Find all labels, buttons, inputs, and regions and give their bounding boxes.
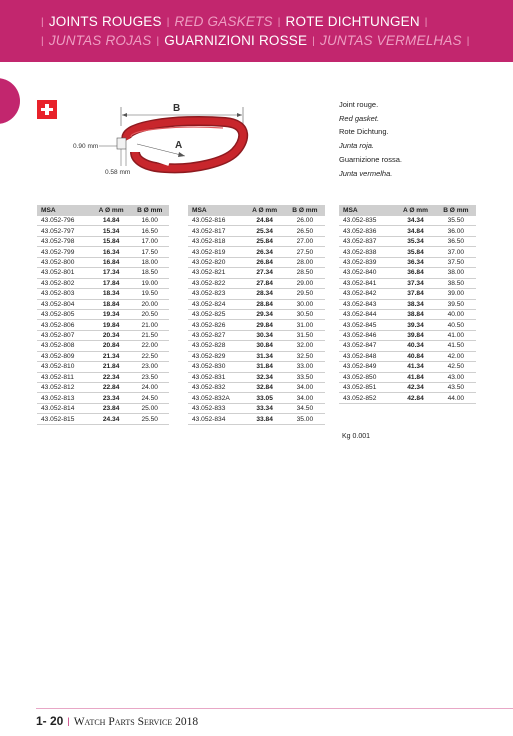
b-diameter: 20.00 xyxy=(130,299,169,309)
desc-es: Junta roja. xyxy=(339,141,375,151)
part-number: 43.052-816 xyxy=(188,216,245,226)
part-number: 43.052-807 xyxy=(37,330,92,340)
table-row xyxy=(339,351,476,361)
table-row xyxy=(339,393,476,403)
table-row xyxy=(37,320,169,330)
a-diameter: 22.34 xyxy=(92,372,131,382)
table-row xyxy=(188,362,325,372)
b-diameter: 31.50 xyxy=(285,330,325,340)
table-row xyxy=(188,257,325,267)
b-diameter: 22.00 xyxy=(130,341,169,351)
table-row xyxy=(188,403,325,413)
part-number: 43.052-832A xyxy=(188,393,245,403)
title-es: JUNTAS ROJAS xyxy=(48,33,152,48)
a-diameter: 33.34 xyxy=(245,403,285,413)
a-diameter: 39.34 xyxy=(395,320,435,330)
part-number: 43.052-809 xyxy=(37,351,92,361)
b-diameter: 38.50 xyxy=(436,278,476,288)
b-diameter: 24.00 xyxy=(130,383,169,393)
table-row xyxy=(37,309,169,319)
table-row xyxy=(37,226,169,236)
table-row xyxy=(188,289,325,299)
a-diameter: 32.34 xyxy=(245,372,285,382)
table-row xyxy=(339,309,476,319)
part-number: 43.052-846 xyxy=(339,330,395,340)
header-separator: | xyxy=(312,36,316,47)
part-number: 43.052-800 xyxy=(37,257,92,267)
part-number: 43.052-826 xyxy=(188,320,245,330)
table-row xyxy=(37,403,169,413)
b-diameter: 16.50 xyxy=(130,226,169,236)
table-row xyxy=(188,309,325,319)
col-msa: MSA xyxy=(37,205,92,216)
table-row xyxy=(188,299,325,309)
table-row xyxy=(37,351,169,361)
header-separator: | xyxy=(41,36,44,47)
a-diameter: 28.84 xyxy=(245,299,285,309)
part-number: 43.052-808 xyxy=(37,341,92,351)
dimension-b-label: B xyxy=(173,103,181,114)
table-row xyxy=(188,383,325,393)
title-it: GUARNIZIONI ROSSE xyxy=(164,33,308,48)
table-row xyxy=(339,372,476,382)
a-diameter: 41.34 xyxy=(395,362,435,372)
part-number: 43.052-834 xyxy=(188,414,245,424)
a-diameter: 18.34 xyxy=(92,289,131,299)
part-number: 43.052-852 xyxy=(339,393,395,403)
part-number: 43.052-812 xyxy=(37,383,92,393)
part-number: 43.052-839 xyxy=(339,257,395,267)
a-diameter: 34.34 xyxy=(395,216,435,226)
a-diameter: 35.34 xyxy=(395,236,435,246)
dimension-a-label: A xyxy=(175,140,183,151)
part-number: 43.052-814 xyxy=(37,403,92,413)
b-diameter: 23.50 xyxy=(130,372,169,382)
b-diameter: 37.00 xyxy=(436,247,476,257)
b-diameter: 39.50 xyxy=(436,299,476,309)
part-number: 43.052-848 xyxy=(339,351,395,361)
b-diameter: 29.50 xyxy=(285,289,325,299)
b-diameter: 18.00 xyxy=(130,257,169,267)
b-diameter: 16.00 xyxy=(130,216,169,226)
table-row xyxy=(37,268,169,278)
b-diameter: 24.50 xyxy=(130,393,169,403)
b-diameter: 34.50 xyxy=(285,403,325,413)
weight-label: Kg 0.001 xyxy=(342,433,371,440)
part-number: 43.052-806 xyxy=(37,320,92,330)
part-number: 43.052-828 xyxy=(188,341,245,351)
table-row xyxy=(37,236,169,246)
part-number: 43.052-818 xyxy=(188,236,245,246)
table-row xyxy=(188,268,325,278)
col-a-diameter: A Ø mm xyxy=(245,205,285,216)
table-row xyxy=(188,372,325,382)
table-row xyxy=(339,320,476,330)
a-diameter: 31.84 xyxy=(245,362,285,372)
thickness-label: 0.90 mm xyxy=(73,143,99,150)
a-diameter: 18.84 xyxy=(92,299,131,309)
b-diameter: 17.50 xyxy=(130,247,169,257)
b-diameter: 37.50 xyxy=(436,257,476,267)
b-diameter: 43.00 xyxy=(436,372,476,382)
col-b-diameter: B Ø mm xyxy=(436,205,476,216)
part-number: 43.052-813 xyxy=(37,393,92,403)
a-diameter: 27.84 xyxy=(245,278,285,288)
part-number: 43.052-802 xyxy=(37,278,92,288)
part-number: 43.052-841 xyxy=(339,278,395,288)
desc-it: Guarnizione rossa. xyxy=(339,154,402,164)
b-diameter: 35.50 xyxy=(436,216,476,226)
a-diameter: 29.84 xyxy=(245,320,285,330)
b-diameter: 27.00 xyxy=(285,236,325,246)
b-diameter: 30.50 xyxy=(285,309,325,319)
part-number: 43.052-805 xyxy=(37,309,92,319)
col-a-diameter: A Ø mm xyxy=(92,205,131,216)
table-row xyxy=(339,278,476,288)
part-number: 43.052-820 xyxy=(188,257,245,267)
b-diameter: 27.50 xyxy=(285,247,325,257)
table-row xyxy=(37,372,169,382)
part-number: 43.052-849 xyxy=(339,362,395,372)
part-number: 43.052-840 xyxy=(339,268,395,278)
b-diameter: 28.00 xyxy=(285,257,325,267)
part-number: 43.052-838 xyxy=(339,247,395,257)
table-row xyxy=(339,216,476,226)
b-diameter: 21.00 xyxy=(130,320,169,330)
b-diameter: 31.00 xyxy=(285,320,325,330)
footer-separator: | xyxy=(67,716,70,726)
b-diameter: 25.00 xyxy=(130,403,169,413)
a-diameter: 21.84 xyxy=(92,362,131,372)
desc-fr: Joint rouge. xyxy=(339,100,379,109)
a-diameter: 17.34 xyxy=(92,268,131,278)
title-pt: JUNTAS VERMELHAS xyxy=(320,33,462,48)
col-b-diameter: B Ø mm xyxy=(285,205,325,216)
table-row xyxy=(37,278,169,288)
part-number: 43.052-815 xyxy=(37,414,92,424)
a-diameter: 39.84 xyxy=(395,330,435,340)
a-diameter: 15.84 xyxy=(92,236,131,246)
a-diameter: 17.84 xyxy=(92,278,131,288)
table-row xyxy=(37,330,169,340)
header-line-2 xyxy=(36,33,475,48)
b-diameter: 42.00 xyxy=(436,351,476,361)
table-row xyxy=(37,414,169,424)
table-row xyxy=(188,414,325,424)
b-diameter: 34.00 xyxy=(285,383,325,393)
a-diameter: 16.84 xyxy=(92,257,131,267)
a-diameter: 35.84 xyxy=(395,247,435,257)
part-number: 43.052-832 xyxy=(188,383,245,393)
table-row xyxy=(37,216,169,226)
part-number: 43.052-801 xyxy=(37,268,92,278)
part-number: 43.052-822 xyxy=(188,278,245,288)
table-row xyxy=(339,383,476,393)
a-diameter: 33.05 xyxy=(245,393,285,403)
part-number: 43.052-811 xyxy=(37,372,92,382)
title-fr: JOINTS ROUGES xyxy=(48,14,162,29)
header-separator: | xyxy=(156,36,160,47)
desc-pt: Junta vermelha. xyxy=(339,168,393,178)
part-number: 43.052-829 xyxy=(188,351,245,361)
table-row xyxy=(37,247,169,257)
table-row xyxy=(339,330,476,340)
table-row xyxy=(188,236,325,246)
a-diameter: 38.84 xyxy=(395,309,435,319)
a-diameter: 41.84 xyxy=(395,372,435,382)
a-diameter: 37.34 xyxy=(395,278,435,288)
title-en: RED GASKETS xyxy=(174,14,273,29)
b-diameter: 40.50 xyxy=(436,320,476,330)
table-row xyxy=(339,362,476,372)
part-number: 43.052-825 xyxy=(188,309,245,319)
table-row xyxy=(339,257,476,267)
part-number: 43.052-817 xyxy=(188,226,245,236)
part-number: 43.052-810 xyxy=(37,362,92,372)
desc-en: Red gasket. xyxy=(339,113,380,123)
a-diameter: 14.84 xyxy=(92,216,131,226)
b-diameter: 41.50 xyxy=(436,341,476,351)
part-number: 43.052-798 xyxy=(37,236,92,246)
parts-table-3 xyxy=(339,205,476,404)
part-number: 43.052-830 xyxy=(188,362,245,372)
page-footer xyxy=(36,714,198,728)
b-diameter: 42.50 xyxy=(436,362,476,372)
header-separator: | xyxy=(466,36,470,47)
a-diameter: 28.34 xyxy=(245,289,285,299)
part-number: 43.052-835 xyxy=(339,216,395,226)
header-separator: | xyxy=(41,17,44,28)
catalog-title: Watch Parts Service 2018 xyxy=(73,716,199,728)
b-diameter: 19.00 xyxy=(130,278,169,288)
a-diameter: 21.34 xyxy=(92,351,131,361)
b-diameter: 29.00 xyxy=(285,278,325,288)
height-label: 0.58 mm xyxy=(105,169,131,176)
a-diameter: 19.34 xyxy=(92,309,131,319)
a-diameter: 37.84 xyxy=(395,289,435,299)
table-row xyxy=(188,393,325,403)
table-row xyxy=(37,393,169,403)
table-row xyxy=(188,278,325,288)
col-msa: MSA xyxy=(339,205,395,216)
part-number: 43.052-823 xyxy=(188,289,245,299)
table-row xyxy=(339,299,476,309)
header-separator: | xyxy=(424,17,428,28)
part-number: 43.052-844 xyxy=(339,309,395,319)
a-diameter: 26.84 xyxy=(245,257,285,267)
footer-divider xyxy=(36,708,513,709)
b-diameter: 38.00 xyxy=(436,268,476,278)
part-number: 43.052-850 xyxy=(339,372,395,382)
table-row xyxy=(188,216,325,226)
a-diameter: 32.84 xyxy=(245,383,285,393)
b-diameter: 32.50 xyxy=(285,351,325,361)
product-description xyxy=(339,98,402,180)
swiss-flag-icon xyxy=(37,100,57,119)
parts-table-2 xyxy=(188,205,325,425)
gasket-diagram xyxy=(65,100,265,185)
a-diameter: 22.84 xyxy=(92,383,131,393)
b-diameter: 26.00 xyxy=(285,216,325,226)
a-diameter: 38.34 xyxy=(395,299,435,309)
table-row xyxy=(188,226,325,236)
table-row xyxy=(188,351,325,361)
part-number: 43.052-796 xyxy=(37,216,92,226)
a-diameter: 20.84 xyxy=(92,341,131,351)
table-row xyxy=(37,257,169,267)
table-row xyxy=(37,341,169,351)
b-diameter: 36.00 xyxy=(436,226,476,236)
b-diameter: 41.00 xyxy=(436,330,476,340)
part-number: 43.052-821 xyxy=(188,268,245,278)
part-number: 43.052-843 xyxy=(339,299,395,309)
b-diameter: 22.50 xyxy=(130,351,169,361)
table-row xyxy=(37,362,169,372)
b-diameter: 35.00 xyxy=(285,414,325,424)
a-diameter: 36.84 xyxy=(395,268,435,278)
b-diameter: 33.50 xyxy=(285,372,325,382)
a-diameter: 15.34 xyxy=(92,226,131,236)
header-separator: | xyxy=(166,17,170,28)
a-diameter: 24.84 xyxy=(245,216,285,226)
b-diameter: 32.00 xyxy=(285,341,325,351)
b-diameter: 26.50 xyxy=(285,226,325,236)
b-diameter: 28.50 xyxy=(285,268,325,278)
a-diameter: 25.34 xyxy=(245,226,285,236)
page-number: 1- 20 xyxy=(36,714,64,728)
a-diameter: 23.34 xyxy=(92,393,131,403)
part-number: 43.052-797 xyxy=(37,226,92,236)
b-diameter: 20.50 xyxy=(130,309,169,319)
table-row xyxy=(188,320,325,330)
b-diameter: 21.50 xyxy=(130,330,169,340)
b-diameter: 18.50 xyxy=(130,268,169,278)
title-de: ROTE DICHTUNGEN xyxy=(285,14,420,29)
b-diameter: 33.00 xyxy=(285,362,325,372)
part-number: 43.052-827 xyxy=(188,330,245,340)
part-number: 43.052-831 xyxy=(188,372,245,382)
a-diameter: 20.34 xyxy=(92,330,131,340)
a-diameter: 27.34 xyxy=(245,268,285,278)
section-tab-marker xyxy=(0,78,20,124)
table-row xyxy=(339,341,476,351)
a-diameter: 30.84 xyxy=(245,341,285,351)
b-diameter: 39.00 xyxy=(436,289,476,299)
col-msa: MSA xyxy=(188,205,245,216)
part-number: 43.052-847 xyxy=(339,341,395,351)
table-row xyxy=(188,330,325,340)
desc-de: Rote Dichtung. xyxy=(339,127,389,137)
table-row xyxy=(37,299,169,309)
table-row xyxy=(339,247,476,257)
part-number: 43.052-804 xyxy=(37,299,92,309)
header-line-1 xyxy=(36,14,433,29)
b-diameter: 44.00 xyxy=(436,393,476,403)
col-b-diameter: B Ø mm xyxy=(130,205,169,216)
a-diameter: 25.84 xyxy=(245,236,285,246)
a-diameter: 33.84 xyxy=(245,414,285,424)
part-number: 43.052-845 xyxy=(339,320,395,330)
a-diameter: 40.34 xyxy=(395,341,435,351)
a-diameter: 40.84 xyxy=(395,351,435,361)
a-diameter: 29.34 xyxy=(245,309,285,319)
b-diameter: 43.50 xyxy=(436,383,476,393)
part-number: 43.052-842 xyxy=(339,289,395,299)
table-row xyxy=(37,383,169,393)
part-number: 43.052-837 xyxy=(339,236,395,246)
a-diameter: 42.84 xyxy=(395,393,435,403)
table-row xyxy=(339,268,476,278)
b-diameter: 34.00 xyxy=(285,393,325,403)
a-diameter: 31.34 xyxy=(245,351,285,361)
part-number: 43.052-824 xyxy=(188,299,245,309)
a-diameter: 42.34 xyxy=(395,383,435,393)
a-diameter: 16.34 xyxy=(92,247,131,257)
b-diameter: 25.50 xyxy=(130,414,169,424)
a-diameter: 26.34 xyxy=(245,247,285,257)
col-a-diameter: A Ø mm xyxy=(395,205,435,216)
table-row xyxy=(188,341,325,351)
a-diameter: 34.84 xyxy=(395,226,435,236)
table-row xyxy=(188,247,325,257)
b-diameter: 30.00 xyxy=(285,299,325,309)
a-diameter: 19.84 xyxy=(92,320,131,330)
part-number: 43.052-851 xyxy=(339,383,395,393)
part-number: 43.052-803 xyxy=(37,289,92,299)
b-diameter: 23.00 xyxy=(130,362,169,372)
table-row xyxy=(339,236,476,246)
header-separator: | xyxy=(277,17,281,28)
b-diameter: 19.50 xyxy=(130,289,169,299)
b-diameter: 40.00 xyxy=(436,309,476,319)
b-diameter: 36.50 xyxy=(436,236,476,246)
table-row xyxy=(339,289,476,299)
part-number: 43.052-819 xyxy=(188,247,245,257)
a-diameter: 30.34 xyxy=(245,330,285,340)
part-number: 43.052-799 xyxy=(37,247,92,257)
a-diameter: 36.34 xyxy=(395,257,435,267)
table-row xyxy=(37,289,169,299)
parts-table-1 xyxy=(37,205,169,425)
table-row xyxy=(339,226,476,236)
page-header xyxy=(0,0,513,62)
a-diameter: 23.84 xyxy=(92,403,131,413)
part-number: 43.052-836 xyxy=(339,226,395,236)
part-number: 43.052-833 xyxy=(188,403,245,413)
b-diameter: 17.00 xyxy=(130,236,169,246)
a-diameter: 24.34 xyxy=(92,414,131,424)
